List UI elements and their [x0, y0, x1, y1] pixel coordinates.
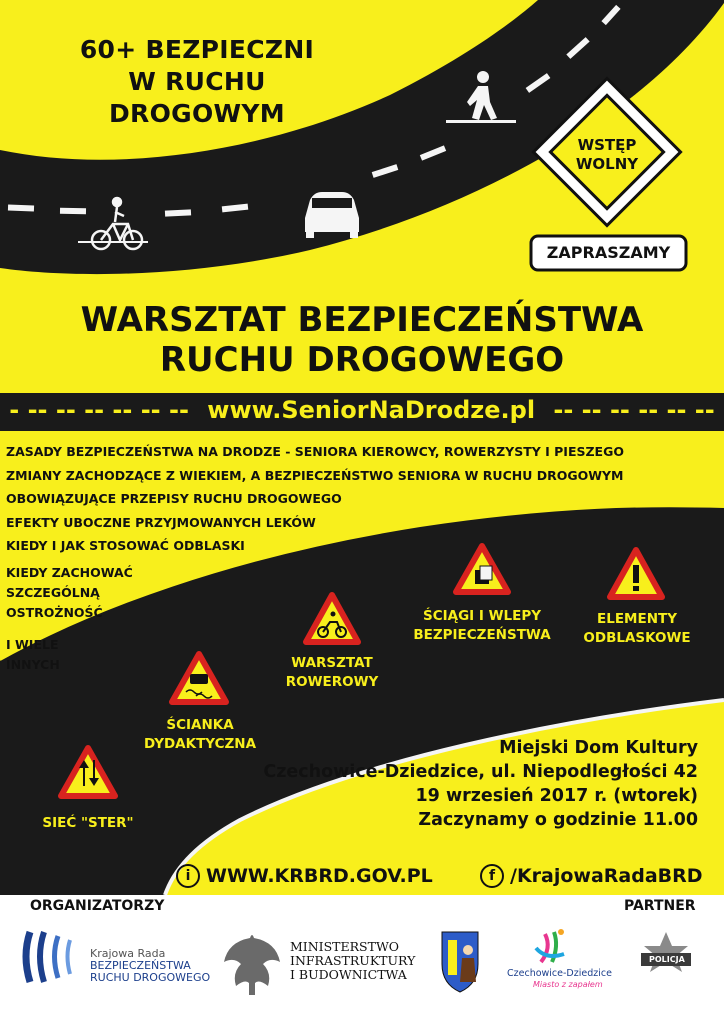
ministry-logo-text — [290, 940, 415, 982]
topic-item: ZASADY BEZPIECZEŃSTWA NA DRODZE - SENIORA KIEROWCY, ROWERZYSTY I PIESZEGO — [6, 444, 624, 459]
workshop-title-line2: RUCHU DROGOWEGO — [159, 340, 565, 380]
station-label-line: DYDAKTYCZNA — [143, 736, 257, 752]
topic-item: ZMIANY ZACHODZĄCE Z WIEKIEM, A BEZPIECZEŃSTWO SENIORA W RUCHU DROGOWYM — [6, 467, 624, 483]
eagle-icon — [224, 935, 280, 995]
website-link[interactable]: www.SeniorNaDrodze.pl — [207, 396, 536, 424]
dashes-right: -- -- -- -- -- -- — [553, 396, 715, 424]
workshop-title-line1: WARSZTAT BEZPIECZEŃSTWA — [80, 300, 644, 340]
topic-item: OBOWIĄZUJĄCE PRZEPISY RUCHU DROGOWEGO — [6, 491, 342, 506]
krbrd-logo-icon — [26, 932, 70, 982]
invite-label: ZAPRASZAMY — [546, 243, 671, 262]
partner-label: PARTNER — [624, 898, 696, 914]
dashes-left: - -- -- -- -- -- -- — [9, 396, 189, 424]
left-topic-line: INNYCH — [6, 657, 60, 672]
station-label-line: SIEĆ "STER" — [42, 815, 134, 831]
police-logo-text: POLICJA — [649, 955, 685, 964]
ministry-logo-line: MINISTERSTWO — [290, 939, 400, 954]
poster-title-line1: 60+ BEZPIECZNI — [79, 35, 315, 64]
left-topic-line: SZCZEGÓLNĄ — [6, 585, 100, 600]
event-time: Zaczynamy o godzinie 11.00 — [418, 810, 698, 830]
ministry-logo-line: INFRASTRUKTURY — [290, 953, 416, 968]
station-label-line: BEZPIECZEŃSTWA — [413, 627, 551, 643]
town-logo-slogan: Miasto z zapałem — [533, 980, 603, 989]
krbrd-logo-line: Krajowa Rada — [90, 947, 166, 960]
facebook-icon: f — [480, 864, 504, 888]
topic-item: EFEKTY UBOCZNE PRZYJMOWANYCH LEKÓW — [6, 514, 316, 530]
ministry-logo-line: I BUDOWNICTWA — [290, 967, 407, 982]
station-label-line: ELEMENTY — [597, 611, 677, 627]
station-label-line: ŚCIĄGI I WLEPY — [422, 608, 541, 624]
poster-title-line2: W RUCHU DROGOWYM — [109, 67, 285, 128]
coat-of-arms-icon — [442, 932, 478, 992]
event-date: 19 wrzesień 2017 r. (wtorek) — [415, 786, 698, 806]
info-icon: i — [176, 864, 200, 888]
krbrd-logo-line: BEZPIECZEŃSTWA — [90, 959, 191, 972]
facebook-text: /KrajowaRadaBRD — [510, 865, 703, 887]
krbrd-logo-line: RUCHU DROGOWEGO — [90, 971, 211, 984]
left-topic-line: I WIELE — [6, 637, 59, 652]
town-logo-icon — [536, 929, 564, 962]
entry-sign-line2: WOLNY — [575, 155, 639, 173]
organizers-label: ORGANIZATORZY — [30, 898, 165, 914]
topic-item: KIEDY I JAK STOSOWAĆ ODBLASKI — [6, 538, 245, 553]
station-label-line: ROWEROWY — [285, 674, 379, 690]
entry-sign-line1: WSTĘP — [577, 136, 637, 154]
police-star-icon — [641, 932, 691, 972]
venue-name: Miejski Dom Kultury — [499, 738, 698, 758]
left-topic-line: KIEDY ZACHOWAĆ — [6, 565, 133, 580]
station-label-line: ŚCIANKA — [166, 717, 234, 733]
krbrd-website-text: WWW.KRBRD.GOV.PL — [206, 865, 433, 887]
venue-address: Czechowice-Dziedzice, ul. Niepodległości 42 — [263, 762, 698, 782]
station-label-line: WARSZTAT — [291, 655, 373, 671]
town-logo-name: Czechowice-Dziedzice — [507, 968, 612, 979]
krbrd-logo-text — [90, 948, 210, 984]
left-topic-line: OSTROŻNOŚĆ — [6, 605, 103, 620]
station-label-line: ODBLASKOWE — [583, 630, 691, 646]
